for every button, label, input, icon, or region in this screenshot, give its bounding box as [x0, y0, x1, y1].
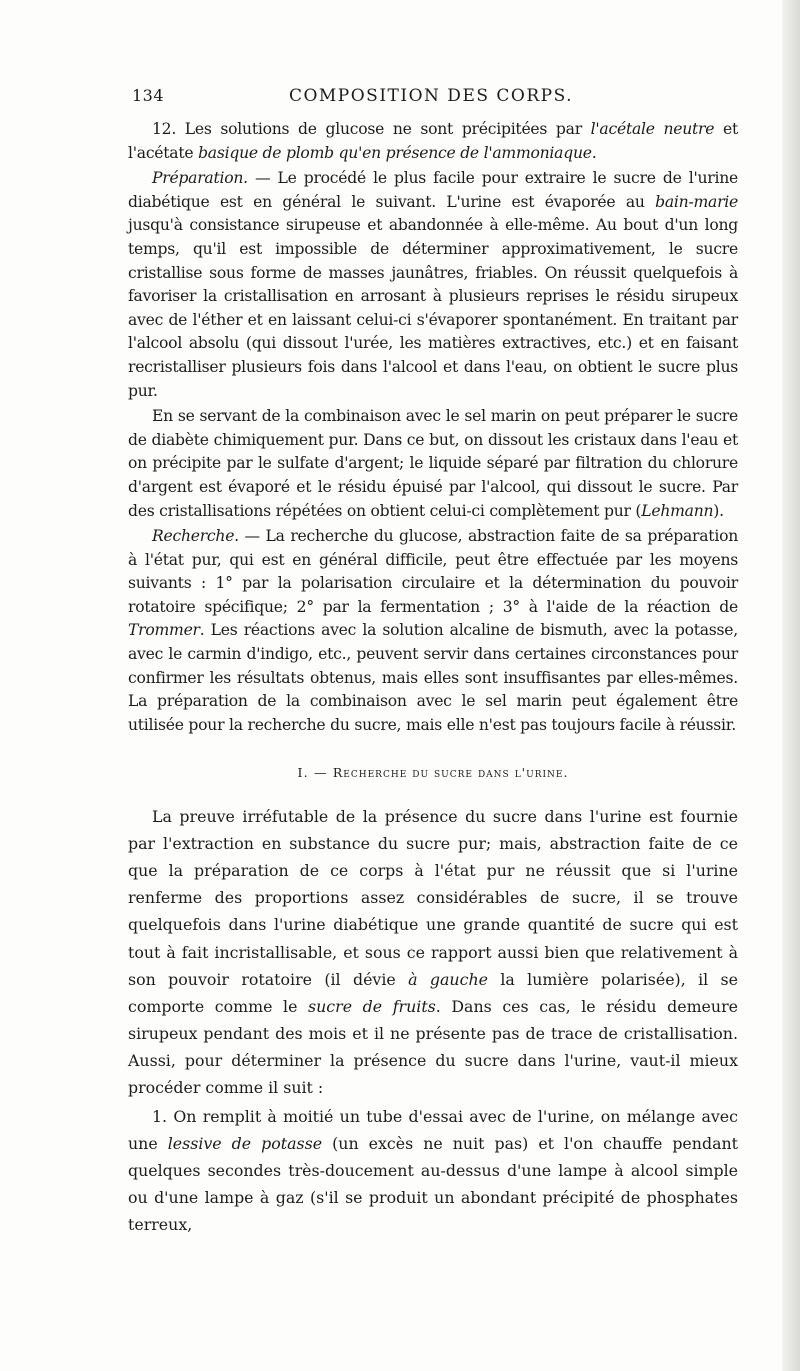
page-header	[132, 86, 730, 112]
paragraph-step-1: 1. On remplit à moitié un tube d'essai avec de l'urine, on mélange avec une lessive de potasse (un excès ne nuit pas) et l'on chauffe pendant quelques secondes très-doucement au-dessus d'une lampe à alcool simple ou d'une lampe à gaz (s'il se produit un abondant précipité de phosphates terreux,	[128, 1107, 739, 1235]
section-heading: I. — Recherche du sucre dans l'urine.	[297, 765, 569, 781]
running-title: COMPOSITION DES CORPS.	[288, 86, 574, 106]
paragraph-acetate-precipitation: 12. Les solutions de glucose ne sont précipitées par l'acétale neutre et l'acétate basique de plomb qu'en présence de l'ammoniaque.	[128, 120, 738, 162]
paragraph-sel-marin: En se servant de la combinaison avec le sel marin on peut préparer le sucre de diabète chimiquement pur. Dans ce but, on dissout les cristaux dans l'eau et on précipite par le sulfate d'argent; le liquide séparé par filtration du chlorure d'argent est évaporé et le résidu épuisé par l'alcool, qui dissout le sucre. Par des cristallisations répétées on obtient celui-ci complètement pur (Lehmann).	[128, 407, 738, 520]
page-number: 134	[132, 86, 165, 105]
page-edge-shadow	[782, 0, 800, 1371]
paragraph-recherche: Recherche. — La recherche du glucose, abstraction faite de sa préparation à l'état pur, qui est en général difficile, peut être effectuée par les moyens suivants : 1° par la polarisation circulaire et la détermination du pouvoir rotatoire spécifique; 2° par la fermentation ; 3° à l'aide de la réaction de Trommer. Les réactions avec la solution alcaline de bismuth, avec la potasse, avec le carmin d'indigo, etc., peuvent servir dans certaines circonstances pour confirmer les résultats obtenus, mais elles sont insuffisantes par elles-mêmes. La préparation de la combinaison avec le sel marin peut également être utilisée pour la recherche du sucre, mais elle n'est pas toujours facile à réussir.	[128, 527, 738, 734]
paragraph-preparation: Préparation. — Le procédé le plus facile pour extraire le sucre de l'urine diabétique est en général le suivant. L'urine est évaporée au bain-marie jusqu'à consistance sirupeuse et abandonnée à elle-même. Au bout d'un long temps, qu'il est impossible de déterminer approximativement, le sucre cristallise sous forme de masses jaunâtres, friables. On réussit quelquefois à favoriser la cristallisation en arrosant à plusieurs reprises le résidu sirupeux avec de l'éther et en laissant celui-ci s'évaporer spontanément. En traitant par l'alcool absolu (qui dissout l'urée, les matières extractives, etc.) et en faisant recristalliser plusieurs fois dans l'alcool et dans l'eau, on obtient le sucre plus pur.	[128, 169, 738, 400]
page-body	[128, 118, 738, 1241]
paragraph-preuve: La preuve irréfutable de la présence du sucre dans l'urine est fournie par l'extraction en substance du sucre pur; mais, abstraction faite de ce que la préparation de ce corps à l'état pur ne réussit que si l'urine renferme des proportions assez considérables de sucre, il se trouve quelquefois dans l'urine diabétique une grande quantité de sucre qui est tout à fait incristallisable, et sous ce rapport aussi bien que relativement à son pouvoir rotatoire (il dévie à gauche la lumière polarisée), il se comporte comme le sucre de fruits. Dans ces cas, le résidu demeure sirupeux pendant des mois et il ne présente pas de trace de cristallisation. Aussi, pour déterminer la présence du sucre dans l'urine, vaut-il mieux procéder comme il suit :	[128, 807, 739, 1097]
